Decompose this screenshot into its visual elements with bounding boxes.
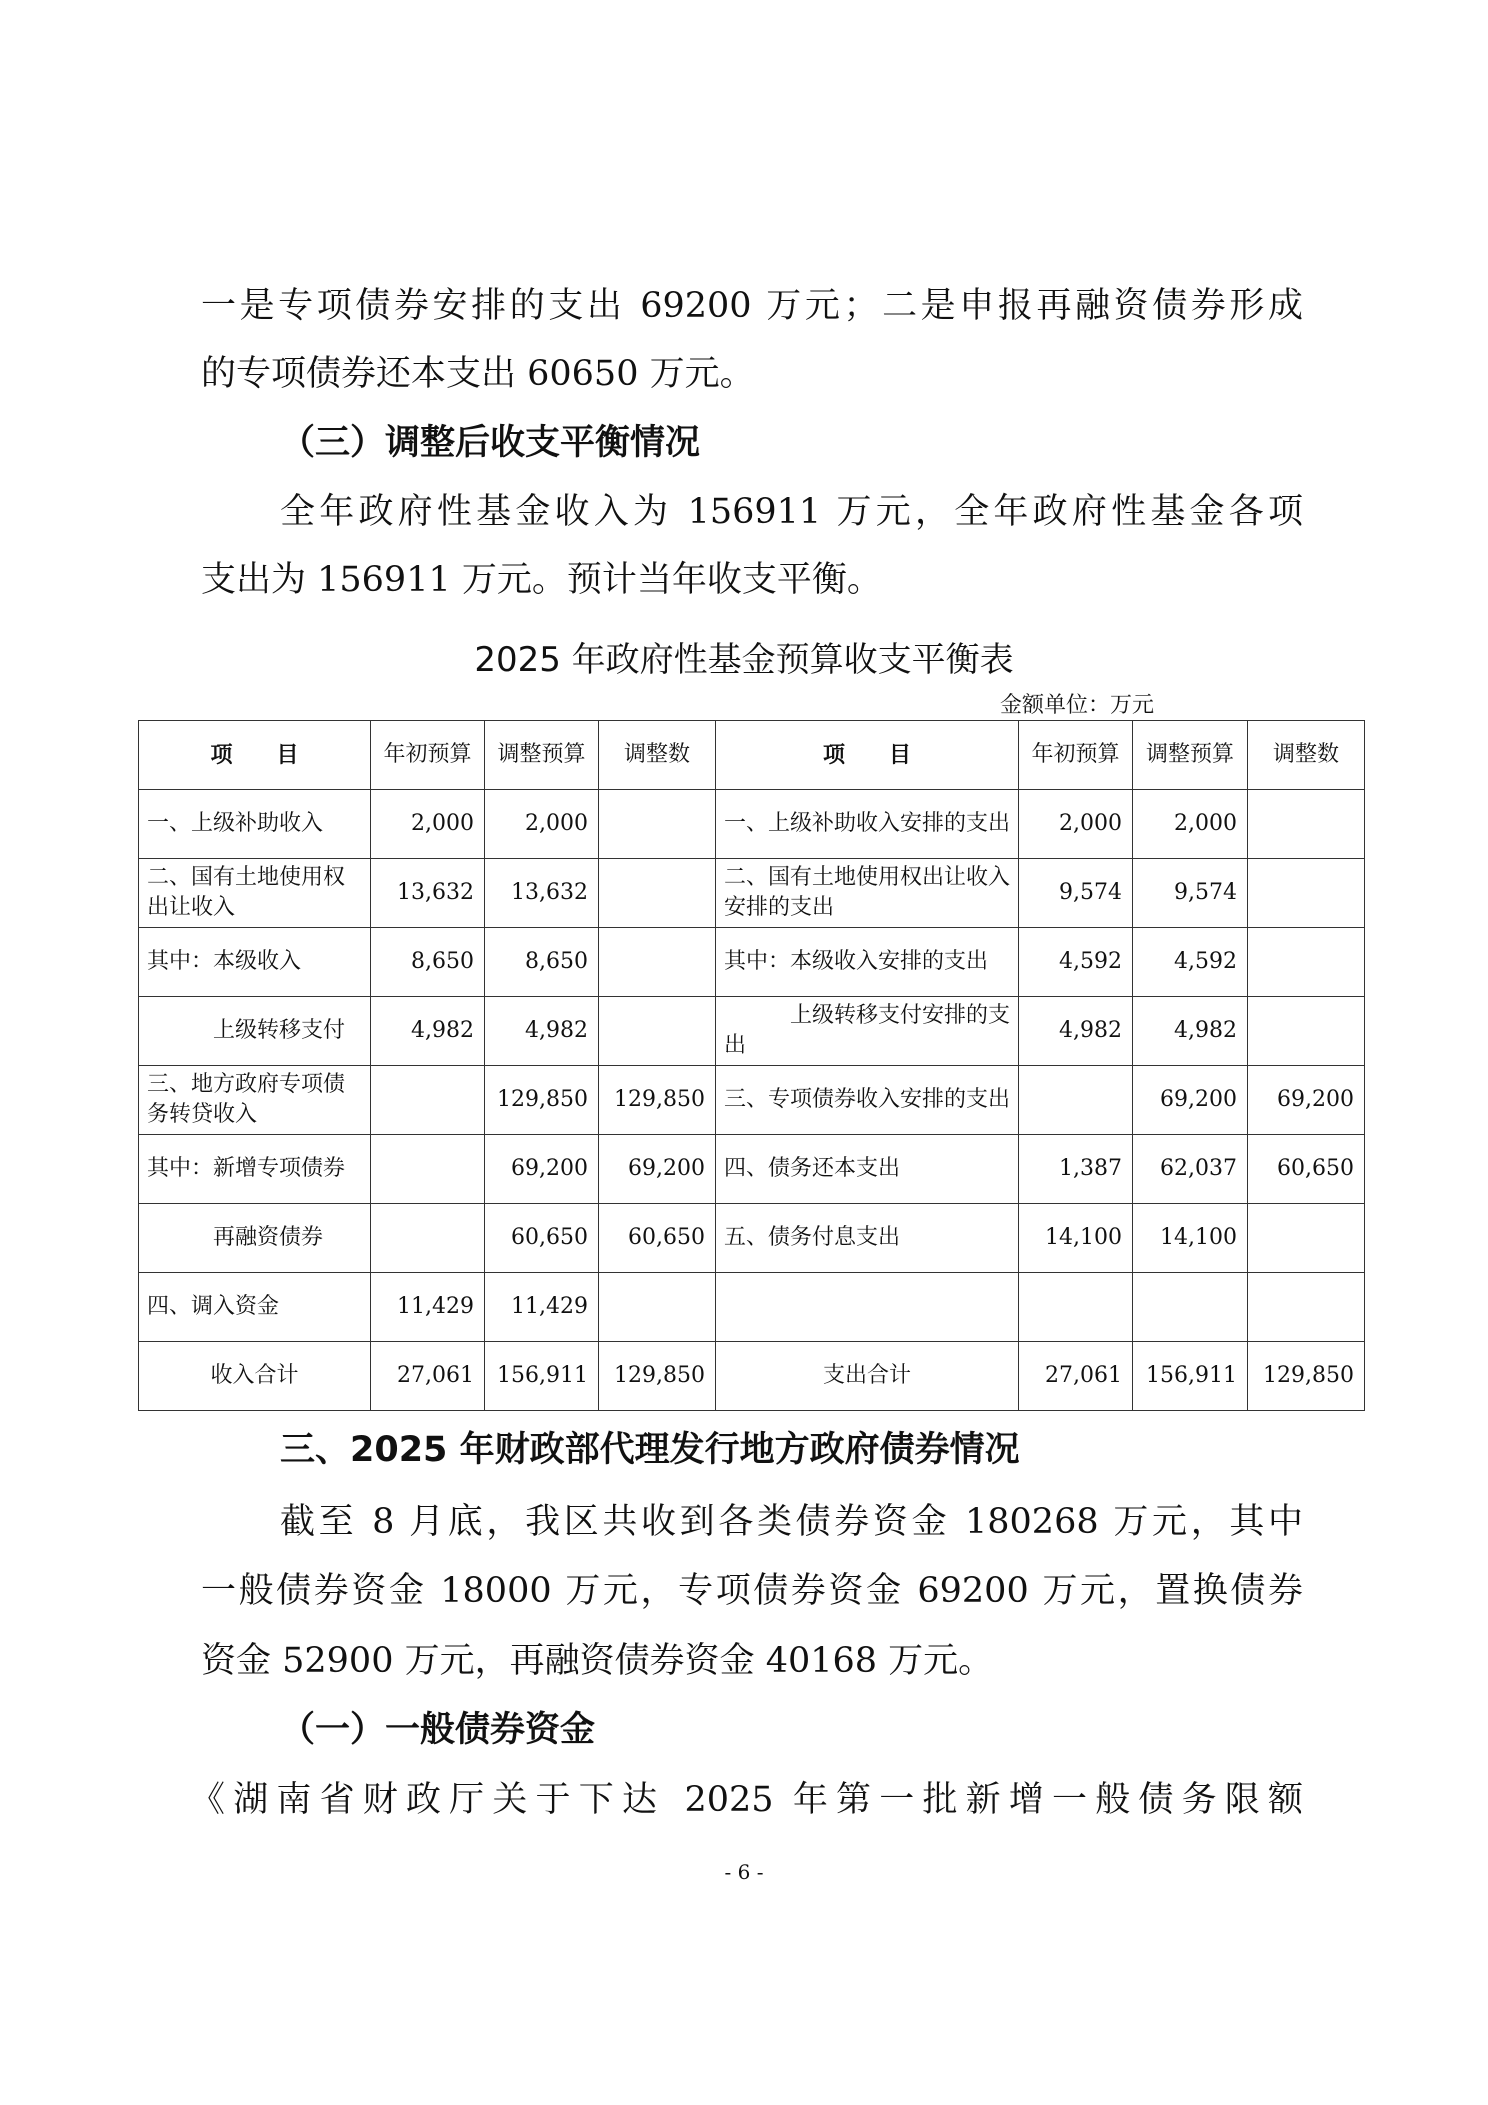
table-cell-value [1248,997,1365,1066]
table-row [139,1135,1365,1204]
table-title: 2025 年政府性基金预算收支平衡表 [474,640,1014,680]
section-heading: （三）调整后收支平衡情况 [280,422,701,463]
table-cell-value: 4,982 [1019,997,1133,1066]
table-cell-value: 156,911 [485,1342,599,1411]
table-cell-value: 69,200 [1248,1066,1365,1135]
table-cell-value [599,790,716,859]
table-cell-value: 27,061 [1019,1342,1133,1411]
table-cell-value: 62,037 [1133,1135,1248,1204]
table-row [139,1066,1365,1135]
table-cell-value: 129,850 [485,1066,599,1135]
column-header: 项 目 [139,721,371,790]
table-cell-value: 129,850 [1248,1342,1365,1411]
table-cell-value: 9,574 [1019,859,1133,928]
table-row [139,1204,1365,1273]
table-cell-value [371,1066,485,1135]
table-cell-item: 三、专项债券收入安排的支出 [716,1066,1019,1135]
table-cell-value: 4,592 [1133,928,1248,997]
section-heading: （一）一般债券资金 [280,1709,596,1750]
table-cell-value: 8,650 [485,928,599,997]
table-cell-value: 27,061 [371,1342,485,1411]
table-cell-value: 1,387 [1019,1135,1133,1204]
table-row [139,1273,1365,1342]
table-cell-item: 上级转移支付安排的支出 [716,997,1019,1066]
table-cell-value: 69,200 [485,1135,599,1204]
table-cell-item: 支出合计 [716,1342,1019,1411]
table-cell-value: 60,650 [599,1204,716,1273]
table-cell-value [1248,1204,1365,1273]
table-row [139,859,1365,928]
table-cell-value [599,1273,716,1342]
paragraph-line: 资金 52900 万元，再融资债券资金 40168 万元。 [201,1641,994,1681]
table-cell-value [371,1135,485,1204]
table-cell-item: 三、地方政府专项债务转贷收入 [139,1066,371,1135]
table-cell-value [1019,1066,1133,1135]
paragraph-line: 截至 8 月底，我区共收到各类债券资金 180268 万元，其中 [280,1502,1303,1542]
table-row [139,997,1365,1066]
table-cell-item: 二、国有土地使用权出让收入 [139,859,371,928]
column-header: 年初预算 [1019,721,1133,790]
table-cell-value [1248,859,1365,928]
table-cell-item: 其中：新增专项债券 [139,1135,371,1204]
table-cell-item: 四、调入资金 [139,1273,371,1342]
table-cell-value: 69,200 [599,1135,716,1204]
paragraph-line: 《湖南省财政厅关于下达 2025 年第一批新增一般债务限额 [190,1780,1303,1820]
table-cell-item: 四、债务还本支出 [716,1135,1019,1204]
table-cell-item: 上级转移支付 [139,997,371,1066]
table-cell-value [371,1204,485,1273]
table-cell-item: 二、国有土地使用权出让收入安排的支出 [716,859,1019,928]
table-cell-item: 一、上级补助收入 [139,790,371,859]
column-header: 调整数 [599,721,716,790]
table-cell-value: 11,429 [485,1273,599,1342]
table-cell-item: 再融资债券 [139,1204,371,1273]
column-header: 调整数 [1248,721,1365,790]
table-cell-value: 4,592 [1019,928,1133,997]
paragraph-line: 全年政府性基金收入为 156911 万元，全年政府性基金各项 [280,492,1303,532]
table-cell-value: 129,850 [599,1342,716,1411]
table-cell-value [599,997,716,1066]
table-header-row [139,721,1365,790]
table-cell-value: 4,982 [371,997,485,1066]
table-row [139,928,1365,997]
table-cell-value: 4,982 [485,997,599,1066]
table-cell-value [599,928,716,997]
budget-balance-table [138,720,1365,1411]
table-cell-value [1133,1273,1248,1342]
paragraph-line: 支出为 156911 万元。预计当年收支平衡。 [201,560,882,600]
table-row [139,1342,1365,1411]
table-cell-item: 其中：本级收入 [139,928,371,997]
table-cell-value [1248,1273,1365,1342]
table-cell-item: 收入合计 [139,1342,371,1411]
table-cell-item: 其中：本级收入安排的支出 [716,928,1019,997]
table-cell-value: 4,982 [1133,997,1248,1066]
table-cell-value: 60,650 [485,1204,599,1273]
page-number: - 6 - [724,1860,764,1884]
table-cell-value: 13,632 [485,859,599,928]
table-cell-value [1248,928,1365,997]
table-cell-value: 2,000 [371,790,485,859]
column-header: 调整预算 [485,721,599,790]
column-header: 年初预算 [371,721,485,790]
table-cell-value: 14,100 [1133,1204,1248,1273]
table-cell-value: 2,000 [1019,790,1133,859]
table-cell-value: 156,911 [1133,1342,1248,1411]
table-cell-value: 9,574 [1133,859,1248,928]
table-cell-item: 五、债务付息支出 [716,1204,1019,1273]
paragraph-line: 一是专项债券安排的支出 69200 万元；二是申报再融资债券形成 [201,286,1303,326]
table-cell-value: 13,632 [371,859,485,928]
table-cell-value: 2,000 [485,790,599,859]
table-cell-value: 2,000 [1133,790,1248,859]
paragraph-line: 的专项债券还本支出 60650 万元。 [201,354,755,394]
paragraph-line: 一般债券资金 18000 万元，专项债券资金 69200 万元，置换债券 [201,1571,1303,1611]
column-header: 调整预算 [1133,721,1248,790]
table-unit: 金额单位：万元 [1000,693,1155,718]
table-row [139,790,1365,859]
table-cell-value [1019,1273,1133,1342]
table-cell-value [599,859,716,928]
table-cell-value: 69,200 [1133,1066,1248,1135]
section-heading: 三、2025 年财政部代理发行地方政府债券情况 [280,1430,1020,1470]
table-cell-value [1248,790,1365,859]
table-cell-value: 129,850 [599,1066,716,1135]
table-cell-value: 11,429 [371,1273,485,1342]
table-cell-value: 8,650 [371,928,485,997]
table-cell-item [716,1273,1019,1342]
table-cell-value: 60,650 [1248,1135,1365,1204]
column-header: 项 目 [716,721,1019,790]
table-cell-item: 一、上级补助收入安排的支出 [716,790,1019,859]
table-cell-value: 14,100 [1019,1204,1133,1273]
